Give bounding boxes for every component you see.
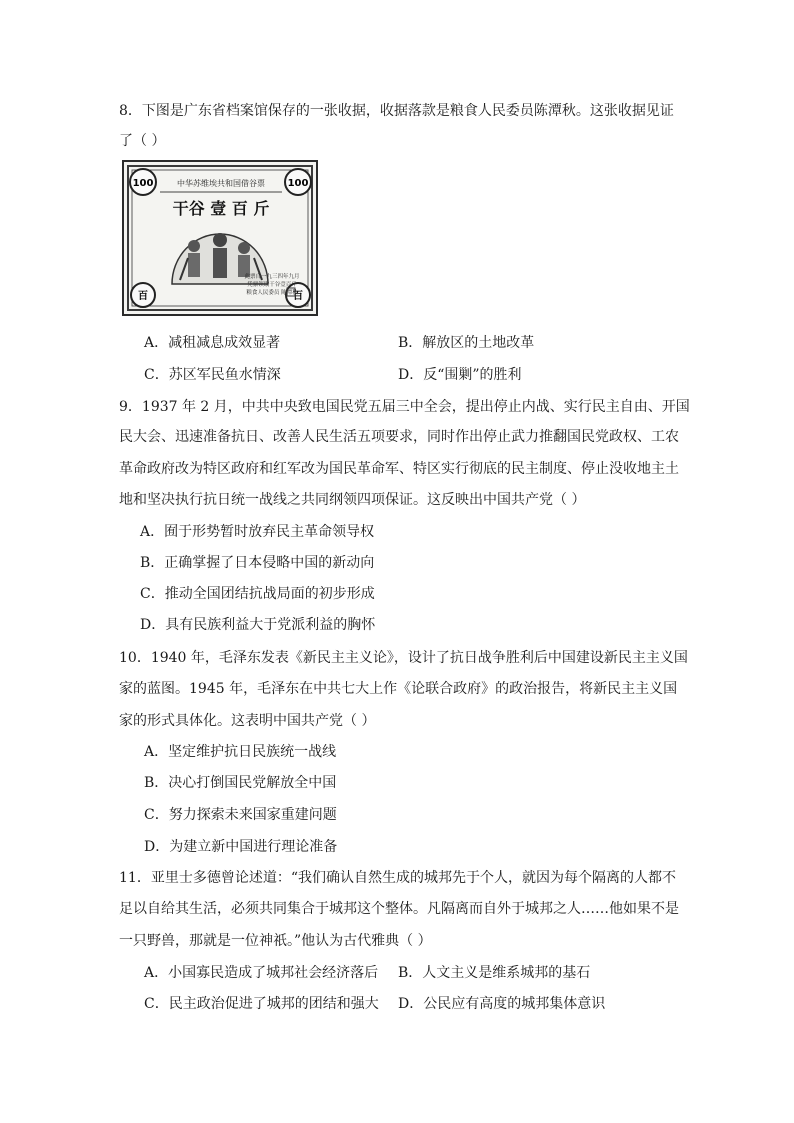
denomination-label: 100 xyxy=(287,178,309,189)
option-c[interactable]: C．苏区军民鱼水情深 xyxy=(144,367,281,383)
question-stem-line: 8．下图是广东省档案馆保存的一张收据，收据落款是粮食人民委员陈潭秋。这张收据见证 xyxy=(119,103,674,119)
option-a[interactable]: A．小国寡民造成了城邦社会经济落后 xyxy=(144,965,379,981)
question-stem-line: 民大会、迅速准备抗日、改善人民生活五项要求，同时作出停止武力推翻国民党政权、工农 xyxy=(119,429,679,445)
option-d[interactable]: D．为建立新中国进行理论准备 xyxy=(144,839,338,855)
receipt-footer-line: 凭票领取干谷壹百斤 xyxy=(247,282,297,288)
option-c[interactable]: C．民主政治促进了城邦的团结和强大 xyxy=(144,996,379,1012)
corner-label: 百 xyxy=(293,291,303,302)
option-d[interactable]: D．公民应有高度的城邦集体意识 xyxy=(398,996,606,1012)
option-b[interactable]: B．解放区的土地改革 xyxy=(398,335,535,351)
question-stem-line: 地和坚决执行抗日统一战线之共同纲领四项保证。这反映出中国共产党（ ） xyxy=(119,492,586,508)
question-stem-line: 足以自给其生活，必须共同集合于城邦这个整体。凡隔离而自外于城邦之人……他如果不是 xyxy=(119,901,679,917)
corner-label: 百 xyxy=(138,291,148,302)
question-stem-line: 10．1940 年，毛泽东发表《新民主主义论》，设计了抗日战争胜利后中国建设新民主主义国 xyxy=(119,650,688,666)
option-b[interactable]: B．决心打倒国民党解放全中国 xyxy=(144,775,337,791)
option-a[interactable]: A．坚定维护抗日民族统一战线 xyxy=(144,744,337,760)
receipt-header: 中华苏维埃共和国借谷票 xyxy=(177,179,265,188)
receipt-main-text: 干谷 壹 百 斤 xyxy=(172,199,270,218)
option-c[interactable]: C．推动全国团结抗战局面的初步形成 xyxy=(140,586,375,602)
question-stem-line: 11．亚里士多德曾论述道：“我们确认自然生成的城邦先于个人，就因为每个隔离的人都不 xyxy=(119,870,676,886)
receipt-image xyxy=(122,160,318,316)
option-d[interactable]: D．反“围剿”的胜利 xyxy=(398,367,522,383)
denomination-label: 100 xyxy=(132,178,154,189)
question-stem-line: 一只野兽，那就是一位神祇。”他认为古代雅典（ ） xyxy=(119,933,432,949)
option-a[interactable]: A．囿于形势暂时放弃民主革命领导权 xyxy=(140,524,375,540)
receipt-footer-line: 此票自一九三四年九月 xyxy=(244,274,300,280)
option-c[interactable]: C．努力探索未来国家重建问题 xyxy=(144,807,337,823)
option-d[interactable]: D．具有民族利益大于党派利益的胸怀 xyxy=(140,617,376,633)
question-stem-line: 家的蓝图。1945 年，毛泽东在中共七大上作《论联合政府》的政治报告，将新民主主义国 xyxy=(119,681,678,697)
option-a[interactable]: A．减租减息成效显著 xyxy=(144,335,281,351)
option-b[interactable]: B．正确掌握了日本侵略中国的新动向 xyxy=(140,555,375,571)
option-b[interactable]: B．人文主义是维系城邦的基石 xyxy=(398,965,591,981)
receipt-footer-line: 粮食人民委员 陈潭秋 xyxy=(246,290,298,296)
receipt-illustration xyxy=(124,162,316,314)
question-stem-line: 了（ ） xyxy=(119,133,166,149)
question-stem-line: 家的形式具体化。这表明中国共产党（ ） xyxy=(119,713,376,729)
question-stem-line: 革命政府改为特区政府和红军改为国民革命军、特区实行彻底的民主制度、停止没收地主土 xyxy=(119,461,679,477)
question-stem-line: 9．1937 年 2 月，中共中央致电国民党五届三中全会，提出停止内战、实行民主自由、开国 xyxy=(119,399,690,415)
